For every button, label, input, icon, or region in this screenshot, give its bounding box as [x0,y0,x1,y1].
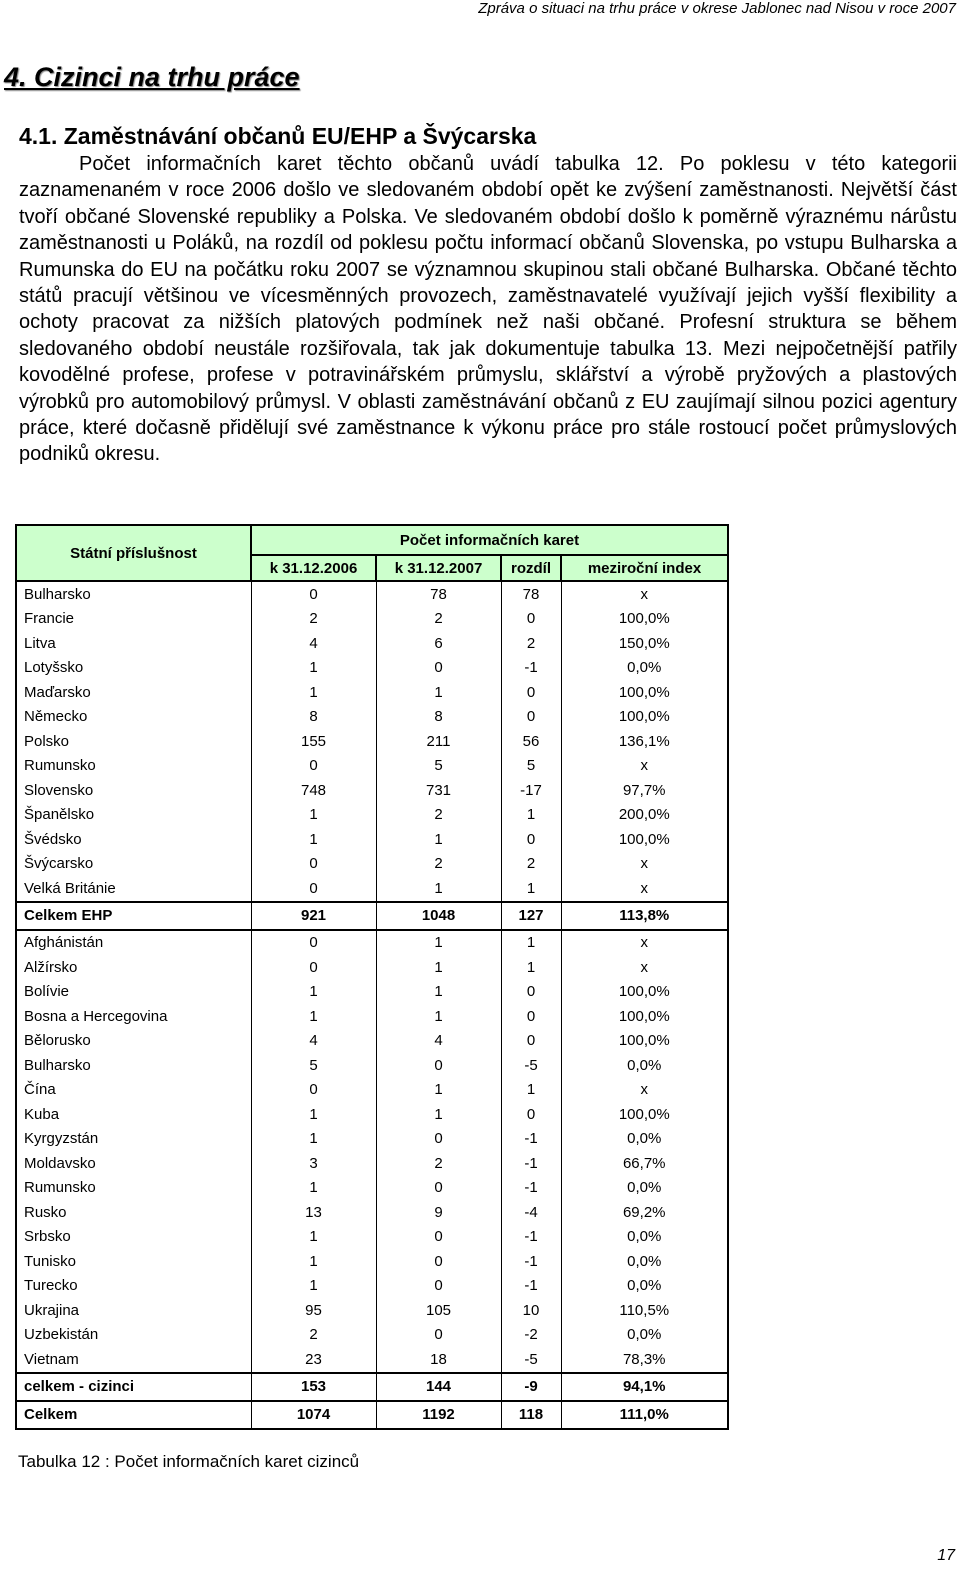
cell-2006: 4 [251,1029,376,1054]
cell-index: x [561,955,728,980]
table-row [16,827,728,852]
cell-diff: 0 [501,1004,561,1029]
cell-country: Švédsko [24,830,82,848]
cell-2007: 1 [376,955,501,980]
cell-diff: -1 [501,1176,561,1201]
cell-2006: 5 [251,1053,376,1078]
cell-2006: 1 [251,1176,376,1201]
cell-2006: 1 [251,1249,376,1274]
cell-country: Rumunsko [24,757,96,775]
cell-2007: 0 [376,656,501,681]
foreign-section [16,930,728,1373]
cell-diff: 0 [501,607,561,632]
cell-diff: -1 [501,1151,561,1176]
table-row [16,1274,728,1299]
col-index-header: meziroční index [561,555,728,581]
cell-2006: 3 [251,1151,376,1176]
cell-2006: 1 [251,1127,376,1152]
cell-index: 100,0% [561,680,728,705]
cell-country: Celkem EHP [24,907,113,924]
cell-diff: 1 [501,876,561,902]
cell-index: 200,0% [561,803,728,828]
table-row [16,980,728,1005]
body-paragraph-text: Počet informačních karet těchto občanů uvádí tabulka 12. Po poklesu v této kategorii zaznamenaném v roce 2006 došlo ve sledovaném období opět ke zvýšení zaměstnanosti. Největší část tvoří občané Slovenské republiky a Polska. Ve sledovaném období došlo k poměrně výraznému nárůstu zaměstnanosti u Poláků, na rozdíl od poklesu počtu informací občanů Slovenska, po vstupu Bulharska a Rumunska do EU na počátku roku 2007 se významnou skupinou stali občané Bulharska. Občané těchto států pracují většinou ve vícesměnných provozech, zaměstnavatelé využívají jejich vyšší flexibility a ochoty pracovat za nižších platových podmínek než naši občané. Profesní struktura se během sledovaného období neustále rozšiřovala, tak jak dokumentuje tabulka 13. Mezi nejpočetnější patřily kovodělné profese, profese v potravinářském průmyslu, sklářství a výrobě pryžových a plastových výrobků pro automobilový průmysl. V oblasti zaměstnávání občanů z EU zaujímají silnou pozici agentury práce, které dočasně přidělují své zaměstnance k výkonu práce pro stále rostoucí počet průmyslových podniků okresu. [19,153,957,466]
cell-index: 0,0% [561,1176,728,1201]
cell-country: Bosna a Hercegovina [24,1007,168,1025]
table-row [16,1102,728,1127]
running-header: Zpráva o situaci na trhu práce v okrese Jablonec nad Nisou v roce 2007 [478,0,956,17]
cell-2007: 5 [376,754,501,779]
cell-index: 0,0% [561,1274,728,1299]
cell-2007: 0 [376,1127,501,1152]
cell-country: Vietnam [24,1350,79,1368]
table-row [16,1323,728,1348]
table-row [16,902,728,930]
cell-country: Celkem [24,1406,78,1423]
cell-index: 0,0% [561,1127,728,1152]
cell-diff: 1 [501,803,561,828]
cell-diff: -4 [501,1200,561,1225]
cell-diff: 0 [501,980,561,1005]
table-row [16,1151,728,1176]
table-row [16,705,728,730]
cell-country: Švýcarsko [24,855,94,873]
cell-2006: 0 [251,930,376,956]
cell-country: Lotyšsko [24,659,84,677]
cell-diff: -2 [501,1323,561,1348]
cell-country: Francie [24,610,75,628]
cell-2007: 0 [376,1225,501,1250]
cell-2006: 1 [251,1102,376,1127]
cell-2007: 1 [376,930,501,956]
cell-diff: 2 [501,852,561,877]
cell-diff: -1 [501,1127,561,1152]
cell-index: 100,0% [561,705,728,730]
cell-2006: 1 [251,680,376,705]
cell-country: celkem - cizinci [24,1378,135,1395]
cell-2007: 1 [376,827,501,852]
cell-2006: 748 [251,778,376,803]
cell-2007: 0 [376,1053,501,1078]
eu-total-section [16,902,728,930]
cell-diff: 0 [501,827,561,852]
table-row [16,1200,728,1225]
cell-2007: 1048 [376,902,501,930]
table-row [16,656,728,681]
table-row [16,1176,728,1201]
cell-2006: 2 [251,607,376,632]
section-title: 4.1. Zaměstnávání občanů EU/EHP a Švýcarska [19,123,537,149]
cell-index: 111,0% [561,1401,728,1429]
cell-country: Bolívie [24,983,70,1001]
cell-diff: -5 [501,1053,561,1078]
foreign-total-section [16,1373,728,1401]
cell-diff: 5 [501,754,561,779]
cell-2006: 2 [251,1323,376,1348]
cell-2007: 0 [376,1176,501,1201]
cell-diff: 10 [501,1298,561,1323]
body-paragraph [19,151,957,468]
cell-2007: 2 [376,852,501,877]
cell-diff: -1 [501,1249,561,1274]
chapter-title: 4. Cizinci na trhu práce [4,62,300,92]
cell-2006: 23 [251,1347,376,1373]
cell-2007: 1 [376,1004,501,1029]
table-row [16,1249,728,1274]
cell-index: 78,3% [561,1347,728,1373]
cell-index: 97,7% [561,778,728,803]
cell-country: Turecko [24,1277,78,1295]
cell-country: Bulharsko [24,1056,91,1074]
cell-2006: 1 [251,1004,376,1029]
cell-diff: -1 [501,1225,561,1250]
cell-2007: 4 [376,1029,501,1054]
cell-country: Kuba [24,1105,60,1123]
cell-2006: 153 [251,1373,376,1401]
cell-country: Německo [24,708,88,726]
cell-2006: 0 [251,852,376,877]
table-row [16,803,728,828]
cell-2007: 0 [376,1323,501,1348]
cell-diff: -17 [501,778,561,803]
cell-2007: 2 [376,607,501,632]
cell-diff: 2 [501,631,561,656]
table-row [16,1298,728,1323]
cell-2007: 105 [376,1298,501,1323]
cell-diff: 0 [501,705,561,730]
col-diff-header: rozdíl [501,555,561,581]
col-2006-header: k 31.12.2006 [251,555,376,581]
cell-country: Španělsko [24,806,95,824]
cell-diff: 118 [501,1401,561,1429]
group-header: Počet informačních karet [251,525,728,555]
table-row [16,955,728,980]
cell-index: 150,0% [561,631,728,656]
table-row [16,1401,728,1429]
cell-2007: 2 [376,1151,501,1176]
cell-country: Rusko [24,1203,67,1221]
cell-index: 113,8% [561,902,728,930]
cell-2006: 0 [251,1078,376,1103]
cell-country: Moldavsko [24,1154,96,1172]
cell-diff: -1 [501,656,561,681]
cell-2006: 1 [251,980,376,1005]
cell-country: Slovensko [24,781,94,799]
table-row [16,607,728,632]
cell-2007: 144 [376,1373,501,1401]
cell-diff: 0 [501,1102,561,1127]
table-row [16,1078,728,1103]
cell-country: Rumunsko [24,1179,96,1197]
cell-index: 0,0% [561,1225,728,1250]
cell-2007: 18 [376,1347,501,1373]
table-caption: Tabulka 12 : Počet informačních karet cizinců [18,1452,360,1471]
table-row [16,778,728,803]
cell-diff: 1 [501,1078,561,1103]
cell-diff: -1 [501,1274,561,1299]
cell-2007: 1 [376,680,501,705]
grand-total-section [16,1401,728,1429]
cell-index: 0,0% [561,1053,728,1078]
cell-country: Bělorusko [24,1032,91,1050]
cell-diff: 127 [501,902,561,930]
table-row [16,852,728,877]
cell-2006: 1 [251,1274,376,1299]
cell-diff: 1 [501,930,561,956]
cell-country: Čína [24,1081,56,1099]
cell-2006: 1074 [251,1401,376,1429]
cell-country: Uzbekistán [24,1326,99,1344]
table-row [16,930,728,956]
table-row [16,1053,728,1078]
cell-2007: 0 [376,1249,501,1274]
col-2007-header: k 31.12.2007 [376,555,501,581]
table-row [16,581,728,607]
table-row [16,876,728,902]
table-row [16,680,728,705]
cell-diff: -5 [501,1347,561,1373]
table-row [16,1347,728,1373]
cell-index: 66,7% [561,1151,728,1176]
info-cards-table [15,524,729,1430]
cell-2007: 8 [376,705,501,730]
cell-country: Tunisko [24,1252,76,1270]
cell-2007: 2 [376,803,501,828]
cell-index: 100,0% [561,1029,728,1054]
cell-index: x [561,581,728,607]
cell-diff: 78 [501,581,561,607]
cell-country: Litva [24,634,56,652]
cell-2006: 1 [251,827,376,852]
table-row [16,1373,728,1401]
table-row [16,1029,728,1054]
cell-country: Afghánistán [24,934,104,952]
cell-2007: 1 [376,876,501,902]
cell-country: Bulharsko [24,585,91,603]
table-row [16,1127,728,1152]
cell-country: Alžírsko [24,958,78,976]
cell-index: x [561,1078,728,1103]
cell-diff: -9 [501,1373,561,1401]
cell-2007: 1 [376,1102,501,1127]
cell-2006: 0 [251,955,376,980]
cell-index: x [561,876,728,902]
table-row [16,1004,728,1029]
cell-diff: 0 [501,680,561,705]
cell-index: 0,0% [561,1323,728,1348]
eu-section [16,581,728,902]
cell-country: Maďarsko [24,683,91,701]
cell-index: 100,0% [561,1102,728,1127]
col-country-header: Státní příslušnost [16,525,251,581]
cell-2006: 13 [251,1200,376,1225]
cell-2006: 8 [251,705,376,730]
cell-2006: 1 [251,656,376,681]
cell-2006: 1 [251,803,376,828]
cell-diff: 1 [501,955,561,980]
cell-country: Srbsko [24,1228,71,1246]
cell-country: Polsko [24,732,70,750]
cell-index: 110,5% [561,1298,728,1323]
cell-index: 100,0% [561,827,728,852]
cell-2007: 9 [376,1200,501,1225]
cell-2006: 0 [251,754,376,779]
cell-2006: 1 [251,1225,376,1250]
cell-2007: 78 [376,581,501,607]
table-row [16,1225,728,1250]
cell-2006: 0 [251,876,376,902]
cell-2007: 1192 [376,1401,501,1429]
cell-country: Ukrajina [24,1301,80,1319]
cell-index: x [561,930,728,956]
cell-2007: 1 [376,1078,501,1103]
table-row [16,631,728,656]
cell-index: 0,0% [561,1249,728,1274]
cell-2006: 921 [251,902,376,930]
cell-index: 136,1% [561,729,728,754]
cell-diff: 0 [501,1029,561,1054]
cell-country: Velká Británie [24,879,116,897]
cell-index: 0,0% [561,656,728,681]
cell-country: Kyrgyzstán [24,1130,99,1148]
cell-2006: 4 [251,631,376,656]
cell-2006: 0 [251,581,376,607]
page-number: 17 [937,1547,955,1564]
cell-2007: 6 [376,631,501,656]
cell-2006: 95 [251,1298,376,1323]
cell-diff: 56 [501,729,561,754]
cell-2007: 1 [376,980,501,1005]
cell-index: 69,2% [561,1200,728,1225]
cell-2007: 211 [376,729,501,754]
table-row [16,729,728,754]
cell-index: 100,0% [561,1004,728,1029]
cell-2007: 731 [376,778,501,803]
table-row [16,754,728,779]
cell-index: 94,1% [561,1373,728,1401]
cell-index: 100,0% [561,607,728,632]
cell-index: x [561,754,728,779]
cell-index: x [561,852,728,877]
cell-2006: 155 [251,729,376,754]
cell-index: 100,0% [561,980,728,1005]
cell-2007: 0 [376,1274,501,1299]
